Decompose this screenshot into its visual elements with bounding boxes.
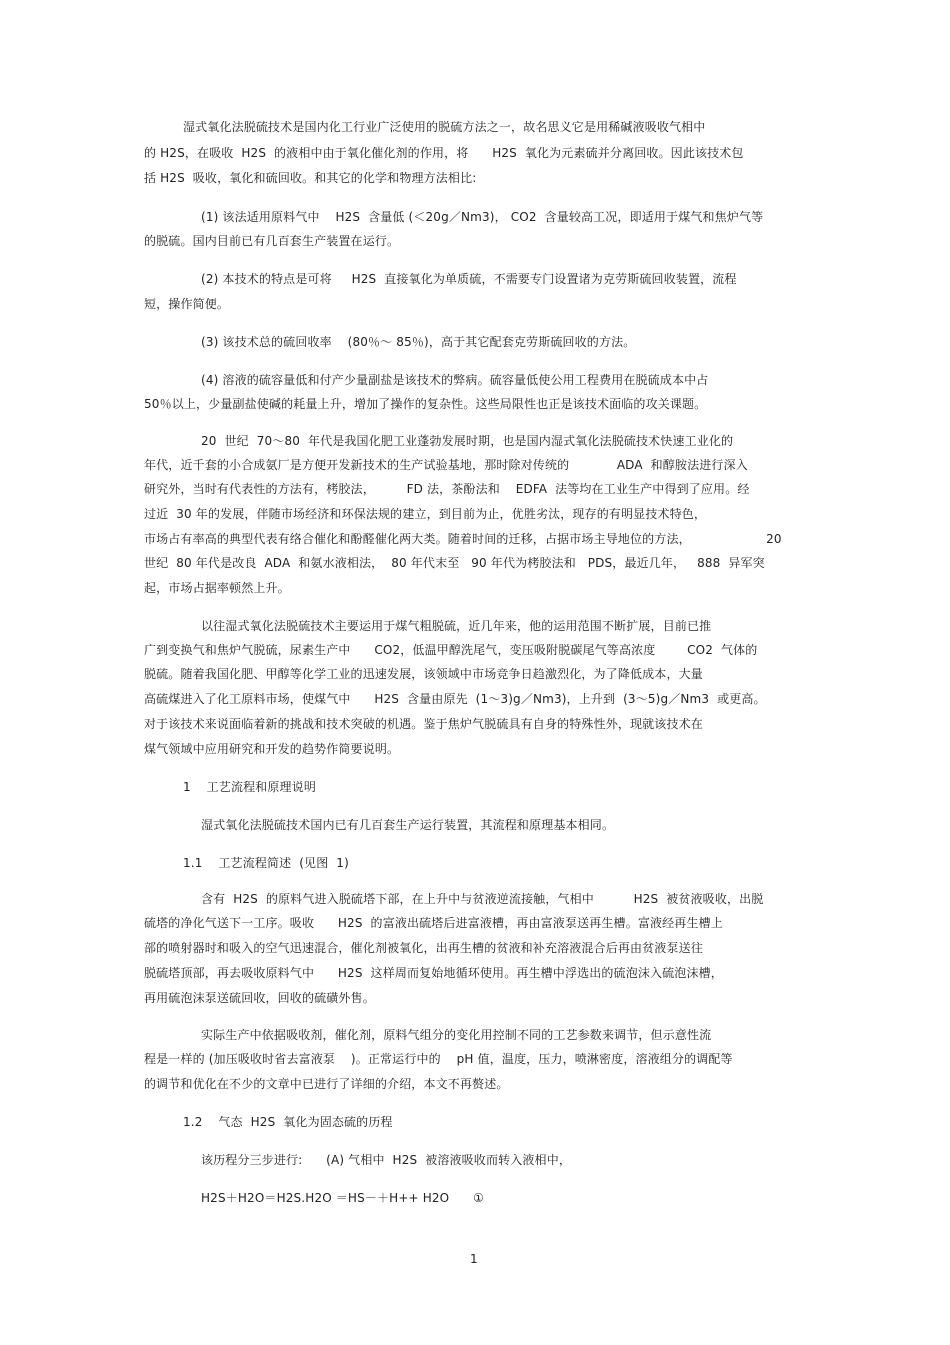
- paragraph-trend-line: 高硫煤进入了化工原料市场，使煤气中 H2S 含量由原先 (1～3)g／Nm3)，上升到 (3～5)g／Nm3 或更高。: [144, 692, 766, 706]
- paragraph-history-line: 过近 30 年的发展，伴随市场经济和环保法规的建立，到目前为止，优胜劣汰，现存的有明显技术特色，: [144, 507, 707, 521]
- paragraph-history-line: 世纪 80 年代是改良 ADA 和氨水液相法， 80 年代末至 90 年代为栲胶法和 PDS，最近几年， 888 异军突: [144, 556, 765, 570]
- list-item-1-line: 的脱硫。国内目前已有几百套生产装置在运行。: [144, 234, 400, 248]
- section-heading-1: 1 工艺流程和原理说明: [183, 780, 316, 794]
- paragraph-intro-line: 湿式氧化法脱硫技术是国内化工行业广泛使用的脱硫方法之一，故名思义它是用稀碱液吸收气相中: [183, 120, 706, 134]
- list-item-4-line: (4) 溶液的硫容量低和付产少量副盐是该技术的弊病。硫容量低使公用工程费用在脱硫成本中占: [201, 373, 709, 387]
- paragraph-operation-line: 实际生产中依据吸收剂，催化剂，原料气组分的变化用控制不同的工艺参数来调节，但示意性流: [201, 1028, 712, 1042]
- list-item-2-line: 短，操作简便。: [144, 297, 230, 311]
- paragraph-trend-line: 脱硫。随着我国化肥、甲醇等化学工业的迅速发展，该领域中市场竞争日趋激烈化，为了降低成本，大量: [144, 667, 703, 681]
- paragraph-process-line: 含有 H2S 的原料气进入脱硫塔下部，在上升中与贫液逆流接触，气相中 H2S 被贫液吸收，出脱: [201, 892, 764, 906]
- equation-1: H2S＋H2O＝H2S.H2O ＝HS－＋H++ H2O ①: [201, 1191, 484, 1205]
- paragraph-history-line: 研究外，当时有代表性的方法有，栲胶法， FD 法，茶酚法和 EDFA 法等均在工业生产中得到了应用。经: [144, 482, 750, 496]
- paragraph-operation-line: 的调节和优化在不少的文章中已进行了详细的介绍，本文不再赘述。: [144, 1077, 509, 1091]
- paragraph-history-line: 起，市场占据率顿然上升。: [144, 581, 290, 595]
- paragraph-process-line: 硫塔的净化气送下一工序。吸收 H2S 的富液出硫塔后进富液槽，再由富液泵送再生槽。富液经再生槽上: [144, 916, 723, 930]
- paragraph-process-line: 再用硫泡沫泵送硫回收，回收的硫磺外售。: [144, 991, 375, 1005]
- list-item-4-line: 50％以上，少量副盐使碱的耗量上升，增加了操作的复杂性。这些局限性也正是该技术面临的攻关课题。: [144, 397, 707, 411]
- section-heading-1-2: 1.2 气态 H2S 氧化为固态硫的历程: [183, 1115, 393, 1129]
- section-1-intro: 湿式氧化法脱硫技术国内已有几百套生产运行装置，其流程和原理基本相同。: [201, 818, 615, 832]
- paragraph-trend-line: 煤气领域中应用研究和开发的趋势作简要说明。: [144, 742, 400, 756]
- paragraph-operation-line: 程是一样的 (加压吸收时省去富液泵 )。正常运行中的 pH 值，温度，压力，喷淋密度，溶液组分的调配等: [144, 1052, 733, 1066]
- paragraph-process-line: 脱硫塔顶部，再去吸收原料气中 H2S 这样周而复始地循环使用。再生槽中浮选出的硫泡沫入硫泡沫槽，: [144, 966, 723, 980]
- section-heading-1-1: 1.1 工艺流程简述 (见图 1): [183, 856, 349, 870]
- paragraph-process-line: 部的喷射器时和吸入的空气迅速混合，催化剂被氧化，出再生槽的贫液和补充溶液混合后再由贫液泵送往: [144, 941, 703, 955]
- paragraph-history-line: 20 世纪 70～80 年代是我国化肥工业蓬勃发展时期，也是国内湿式氧化法脱硫技术快速工业化的: [201, 434, 734, 448]
- list-item-2-line: (2) 本技术的特点是可将 H2S 直接氧化为单质硫，不需要专门设置诸为克劳斯硫回收装置，流程: [201, 272, 737, 286]
- paragraph-history-line: 年代，近千套的小合成氨厂是方便开发新技术的生产试验基地，那时除对传统的 ADA 和醇胺法进行深入: [144, 458, 748, 472]
- list-item-1-line: (1) 该法适用原料气中 H2S 含量低 (＜20g／Nm3)， CO2 含量较高工况，即适用于煤气和焦炉气等: [201, 210, 764, 224]
- paragraph-trend-line: 以往湿式氧化法脱硫技术主要运用于煤气粗脱硫，近几年来，他的运用范围不断扩展，目前已推: [201, 619, 712, 633]
- paragraph-trend-line: 对于该技术来说面临着新的挑战和技术突破的机遇。鉴于焦炉气脱硫具有自身的特殊性外，现就该技术在: [144, 717, 703, 731]
- paragraph-history-line: 市场占有率高的典型代表有络合催化和酚醛催化两大类。随着时间的迁移，占据市场主导地位的方法， 20: [144, 532, 782, 546]
- paragraph-steps-line: 该历程分三步进行: (A) 气相中 H2S 被溶液吸收而转入液相中，: [201, 1153, 572, 1167]
- paragraph-intro-line: 括 H2S 吸收，氧化和硫回收。和其它的化学和物理方法相比:: [144, 171, 477, 185]
- page-number: 1: [470, 1252, 478, 1266]
- paragraph-intro-line: 的 H2S，在吸收 H2S 的液相中由于氧化催化剂的作用，将 H2S 氧化为元素硫并分离回收。因此该技术包: [144, 146, 744, 160]
- paragraph-trend-line: 广到变换气和焦炉气脱硫，尿素生产中 CO2，低温甲醇洗尾气，变压吸附脱碳尾气等高浓度 CO2 气体的: [144, 643, 758, 657]
- list-item-3-line: (3) 该技术总的硫回收率 (80％～ 85％)，高于其它配套克劳斯硫回收的方法。: [201, 335, 636, 349]
